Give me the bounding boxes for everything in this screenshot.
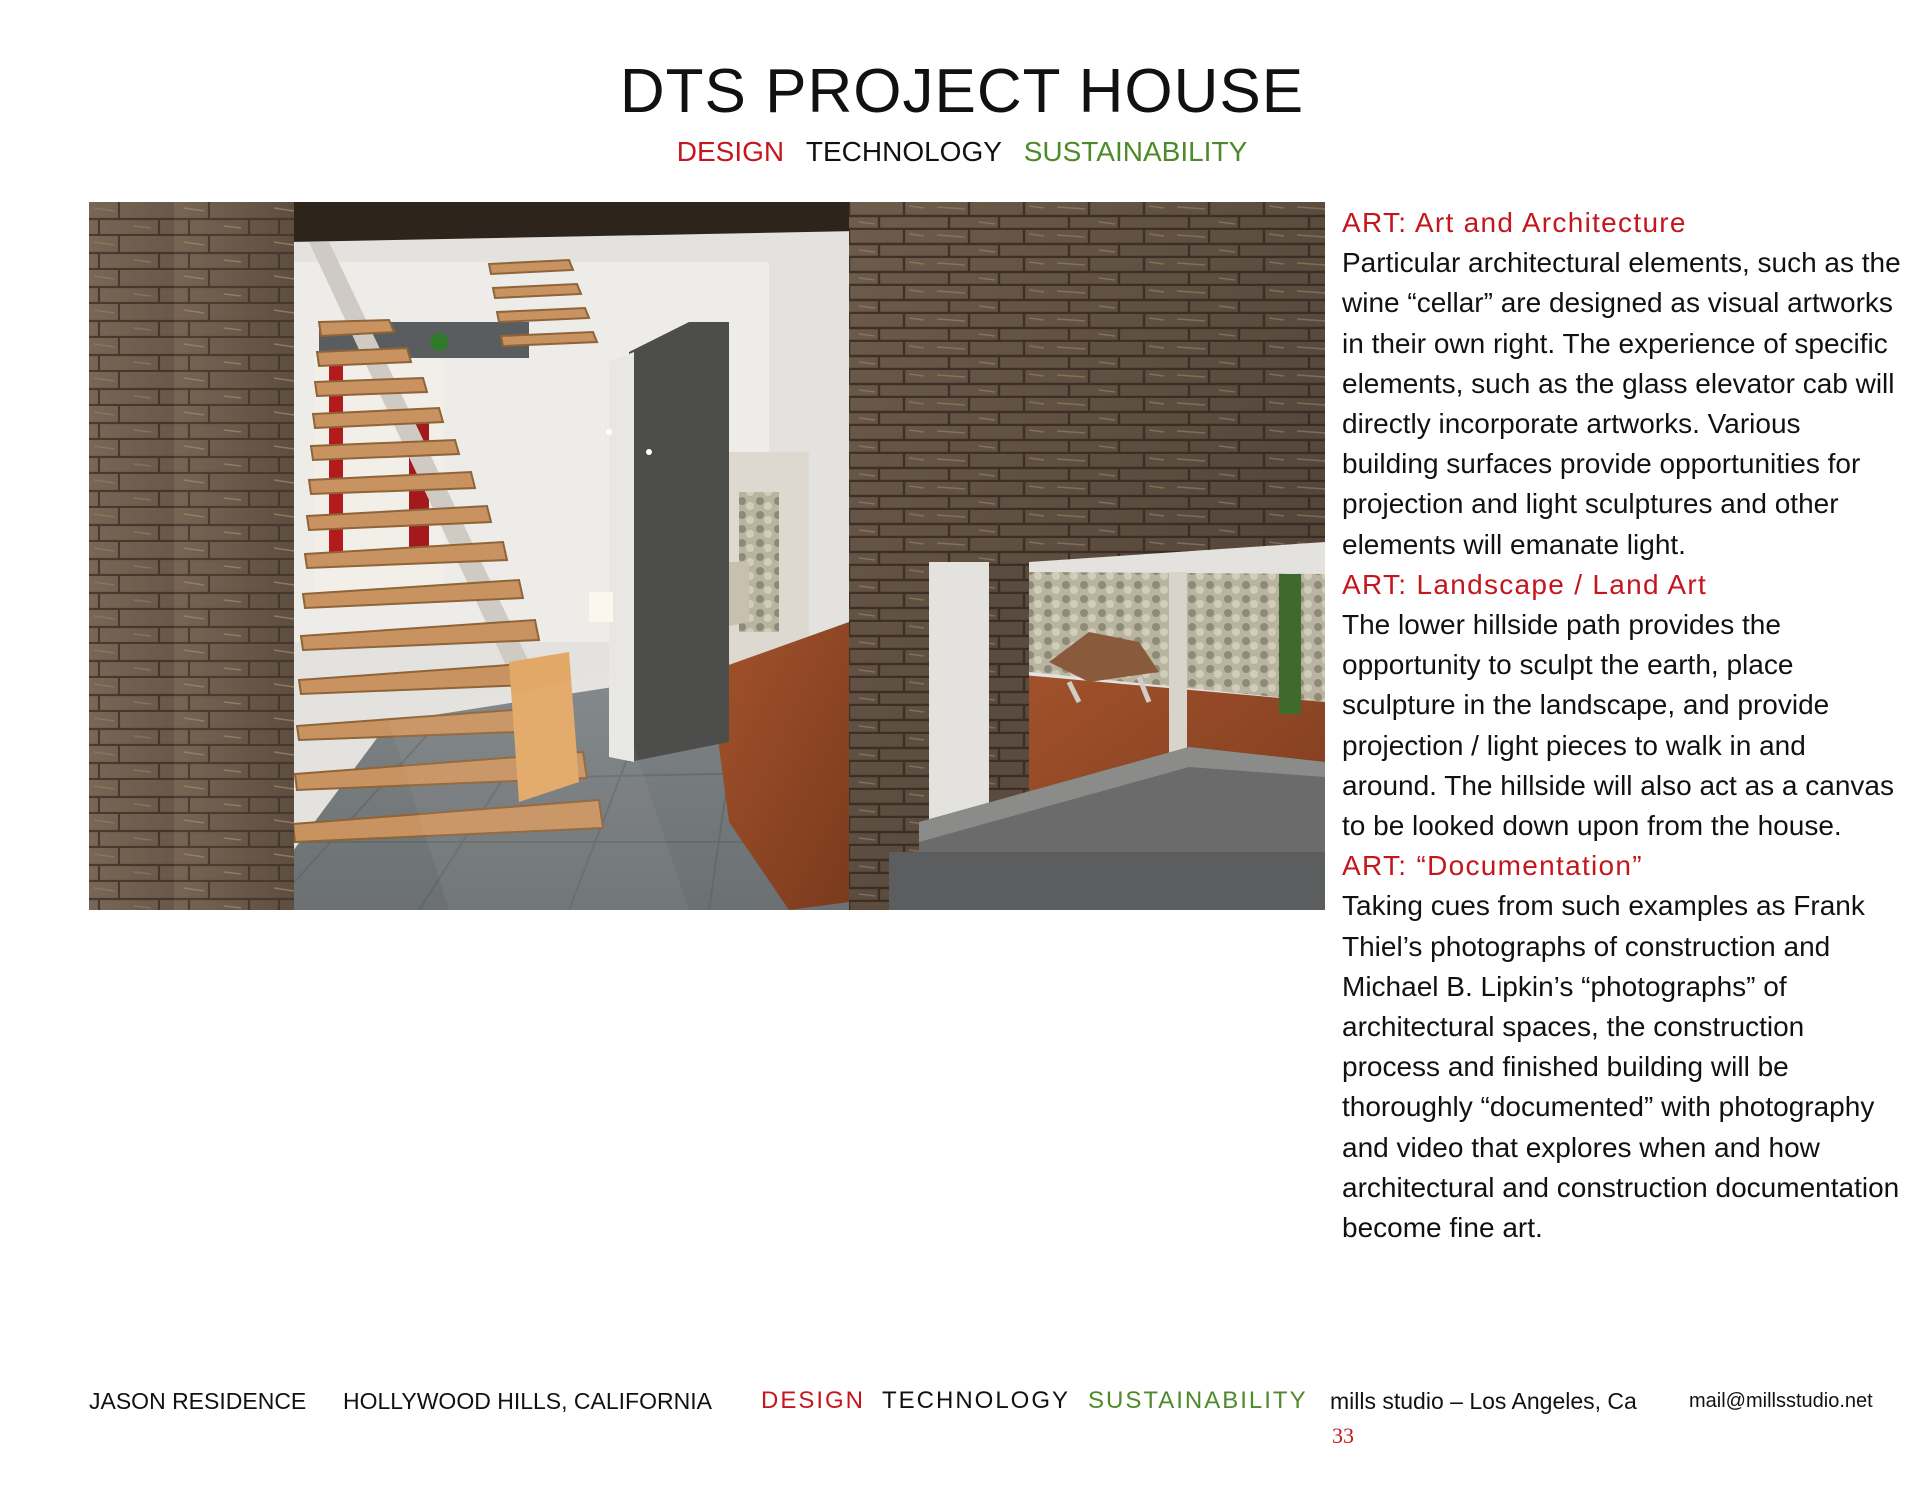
tagline-design: DESIGN: [676, 136, 785, 167]
tagline-technology: TECHNOLOGY: [805, 136, 1002, 167]
tagline-sustainability: SUSTAINABILITY: [1023, 136, 1248, 167]
footer-design: DESIGN: [761, 1387, 866, 1414]
interior-rendering-image: [89, 202, 1325, 910]
page-title: DTS PROJECT HOUSE: [619, 57, 1305, 126]
footer-sustainability: SUSTAINABILITY: [1088, 1387, 1308, 1414]
section-body: Taking cues from such examples as Frank Thiel’s photographs of construction and Michael B. Lipkin’s “photographs” of architectural spaces, the construction process and finished building will be thoroughly “documented” with photography and video that explores when and how architectural and construction documentation become fine art.: [1342, 890, 1900, 1244]
footer-project: JASON RESIDENCE: [89, 1388, 307, 1414]
footer-email: mail@millsstudio.net: [1689, 1390, 1873, 1412]
footer-technology: TECHNOLOGY: [882, 1387, 1071, 1414]
article-text: [1342, 203, 1902, 1248]
section-body: The lower hillside path provides the opportunity to sculpt the earth, place sculpture in the landscape, and provide projection / light pieces to walk in and around. The hillside will also act as a canvas to be looked down upon from the house.: [1342, 609, 1895, 842]
section-heading: ART: Landscape / Land Art: [1342, 568, 1708, 600]
footer-location: HOLLYWOOD HILLS, CALIFORNIA: [343, 1388, 712, 1414]
section-heading: ART: Art and Architecture: [1342, 207, 1687, 238]
footer-studio: mills studio – Los Angeles, Ca: [1330, 1388, 1637, 1414]
section-heading: ART: “Documentation”: [1342, 850, 1643, 882]
section-body: Particular architectural elements, such as the wine “cellar” are designed as visual artworks in their own right. The experience of specific elements, such as the glass elevator cab will directly incorporate artworks. Various building surfaces provide opportunities for projection and light sculptures and other elements will emanate light.: [1342, 247, 1901, 560]
page-footer: [0, 1388, 1924, 1428]
page-number: 33: [1332, 1423, 1354, 1448]
tagline: [0, 136, 1924, 168]
